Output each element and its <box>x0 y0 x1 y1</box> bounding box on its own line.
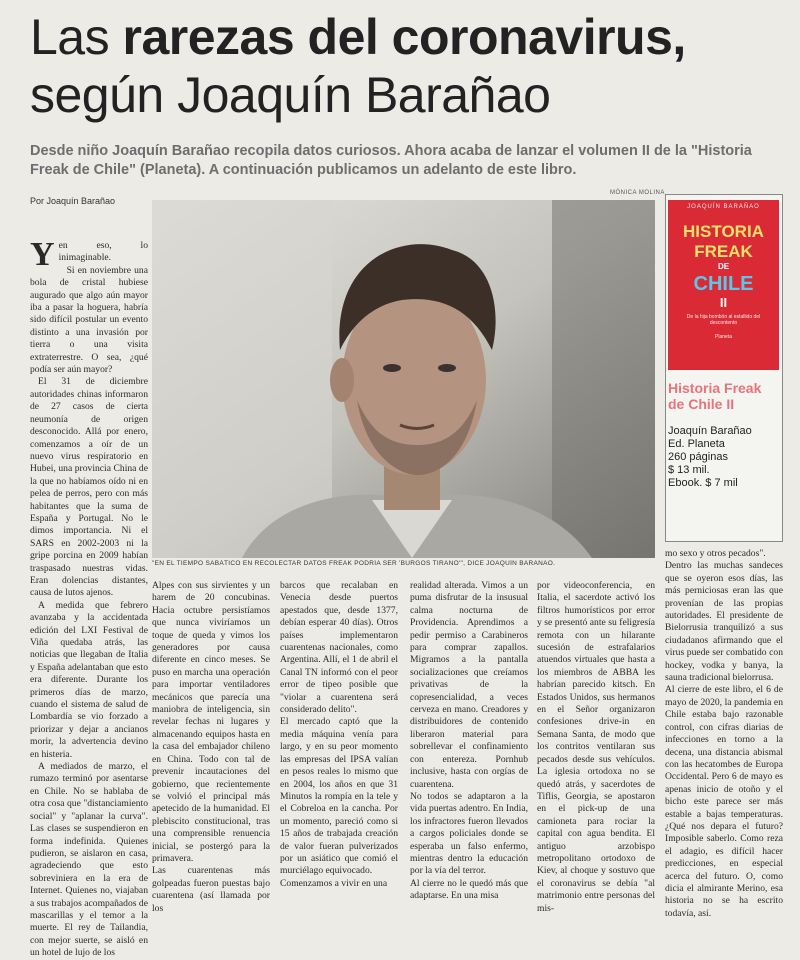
article-column-2: Alpes con sus sirvientes y un harem de 20 concubinas. Hacia octubre persistíamos que nunca viviríamos un toque de queda y vimos los generadores por causa diferente en cinco meses. Se puso en marcha una operación para importar ventiladores mecánicos que parecía una maniobra de inteligencia, sin revelar fechas ni lugares y almacenando equipos hasta en la casa del embajador chileno en China. Todo con tal de prevenir incautaciones del gobierno, que recientemente se volvió el principal más apetecido de la humanidad. El plebiscito constitucional, tras una comprensible renuencia inicial, se postergó para la primavera. Las cuarentenas más golpeadas fueron puestas bajo cuarentena (así llamada por los <box>152 580 270 914</box>
headline <box>30 8 790 124</box>
book-cover-title-line3: DE <box>717 262 730 271</box>
deck: Desde niño Joaquín Barañao recopila datos curiosos. Ahora acaba de lanzar el volumen II de la "Historia Freak de Chile" (Planeta). A continuación publicamos un adelanto de este libro. <box>30 143 752 178</box>
book-author: Joaquín Barañao <box>668 425 752 437</box>
article-paragraph: en eso, lo inimaginable. <box>58 240 148 264</box>
book-title: Historia Freak de Chile II <box>668 380 762 412</box>
headline-line1-light: Las <box>30 9 123 65</box>
headline-line1-bold: rarezas del coronavirus, <box>122 9 686 65</box>
book-cover-title-line2: FREAK <box>694 242 753 261</box>
book-cover <box>668 200 779 370</box>
book-cover-tagline: De la hija bombón al estallido del descontento <box>686 314 761 326</box>
book-cover-publisher: Planeta <box>715 334 732 340</box>
book-publisher: Ed. Planeta <box>668 438 725 450</box>
article-column-3: barcos que recalaban en Venecia desde puertos apestados que, desde 1377, debían esperar 40 días). Otros países implementaron cuarentenas nacionales, como Argentina. Allí, el 1 de abril el Canal TN informó con el peor error de tipeo posible que "violar a cuarentena será considerado delito". El mercado captó que la media máquina venía para largo, y en su peor momento las empresas del IPSA valían en pesos reales lo mismo que en 2004, los años en que 31 Minutos la rompía en la tele y el Cobreloa en la cancha. Por un momento, pareció como si 15 años de trabajada creación de valor fueran pulverizados por un asiático que comió el murciélago equivocado. Comenzamos a vivir en una <box>280 580 398 889</box>
byline: Por Joaquín Barañao <box>30 196 116 206</box>
author-portrait-illustration <box>152 200 655 558</box>
book-ebook-price: Ebook. $ 7 mil <box>668 477 738 489</box>
book-cover-title-line4: CHILE <box>693 273 754 295</box>
book-cover-title-line1: HISTORIA <box>683 222 764 241</box>
book-cover-volume: II <box>719 295 728 310</box>
book-pages: 260 páginas <box>668 451 728 463</box>
author-photo <box>152 200 655 558</box>
article-column-1 <box>30 236 148 960</box>
article-paragraph: El 31 de diciembre autoridades chinas informaron de 27 casos de cierta neumonía de origen desconocido. Allá por enero, comenzamos a oír de un nuevo virus respiratorio en Hubei, una provincia China de la que no habíamos oído ni en pelea de perros, pero con más habitantes que la suma de España y Portugal. No le dimos importancia. Ni el SARS en 2002-2003 ni la gripe porcina en 2009 habían traspasado nuestras vidas. Eran dolencias distantes, causa de lutos ajenos. <box>30 376 148 599</box>
headline-line2: según Joaquín Barañao <box>30 67 551 123</box>
photo-credit: MÓNICA MOLINA <box>610 190 665 196</box>
book-cover-author: JOAQUÍN BARAÑAO <box>687 204 760 210</box>
book-info <box>668 425 780 490</box>
photo-caption: "EN EL TIEMPO SABÁTICO EN RECOLECTAR DATOS FREAK PODRÍA SER 'BURGOS TIRANO'", DICE JOAQUÍN BARAÑAO. <box>152 560 556 567</box>
article-paragraph: Si en noviembre una bola de cristal hubiese augurado que algo aún mayor iba a pasar la hoguera, habría sido difícil postular un evento distinto a una invasión por tierra o una visita extraterrestre. O sea, ¿qué podía ser aún mayor? <box>30 264 148 376</box>
article-column-5: por videoconferencia, en Italia, el sacerdote activó los filtros humorísticos por error y se presentó ante su feligresía remota con un hilarante sucesión de estrafalarios atuendos virtuales que hasta a los miembros de ABBA les habrían parecido kitsch. En Estados Unidos, sus hermanos en el Señor organizaron confesiones drive-in en Semana Santa, de modo que los contritos ventilaran sus pecados desde sus vehículos. La iglesia ortodoxa no se quedó atrás, y sacerdotes de Tiflis, Georgia, se apostaron en el pick-up de una camioneta para rociar la capital con agua bendita. El antiguo arzobispo metropolitano ortodoxo de Kiev, al choque y sostuvo que el coronavirus se debía "al matrimonio entre personas del mis- <box>537 580 655 914</box>
article-paragraph: A medida que febrero avanzaba y la accidentada edición del LXI Festival de Viña quedaba atrás, las noticias que llegaban de Italia y España adelantaban que esto era diferente. Durante los primeros días de marzo, cuando el sistema de salud de Lombardía se vio forzado a priorizar y dejar a ancianos morir, la advertencia devino en histeria. <box>30 599 148 760</box>
article-column-4: realidad alterada. Vimos a un puma disfrutar de la insusual calma nocturna de Providencia. Aprendimos a pedir permiso a Carabineros para comprar zapallos. Migramos a la pantalla socializaciones que creíamos privativas de la copresencialidad, a veces cerveza en mano. Creadores y distribuidores de contenido liberaron material para sobrellevar el confinamiento con entereza. Pornhub inclusive, hasta con orgías de cuarentena. No todos se adaptaron a la vida puertas adentro. En India, los infractores fueron llevados a cargos policiales donde se esperaba un falso enfermo, mientras dentro la educación por la vía del terror. Al cierre no le quedó más que adaptarse. En una misa <box>410 580 528 902</box>
article-column-6: mo sexo y otros pecados". Dentro las muchas sandeces que se oyeron esos días, las más perniciosas eran las que provenían de las propias autoridades. El presidente de Bielorrusia tranquilizó a sus ciudadanos afirmando que el virus puede ser combatido con hockey, vodka y banya, la sauna tradicional bielorrusa. Al cierre de este libro, el 6 de mayo de 2020, la pandemia en Chile estaba bajo razonable control, con cifras diarias de infecciones en torno a la decena, una distancia abismal con las hecatombes de Europa Occidental. Pero 6 de mayo es apenas inicio de otoño y el bicho este parece ser más estable a bajas temperaturas. ¿Qué nos depara el futuro? Imposible saberlo. Como reza el adagio, es difícil hacer predicciones, en especial acerca del futuro. O, como dicia el almirante Merino, esa historia no se ha escrito todavía, así. <box>665 548 783 919</box>
drop-cap: Y <box>30 236 55 273</box>
book-price: $ 13 mil. <box>668 464 710 476</box>
article-paragraph: A mediados de marzo, el rumazo terminó por asentarse en Chile. No se hablaba de otra cosa que "distanciamiento social" y "aplanar la curva". Las clases se suspendieron en forma indefinida. Quienes pudieron, se aislaron en casa, agradeciendo que esto sobreviniera en la era de Internet. Quienes no, viajaban a sus trabajos acompañados de mascarillas y el temor a la muerte. El rey de Tailandia, con mejor suerte, se aisló en un hotel de lujo de los <box>30 761 148 959</box>
